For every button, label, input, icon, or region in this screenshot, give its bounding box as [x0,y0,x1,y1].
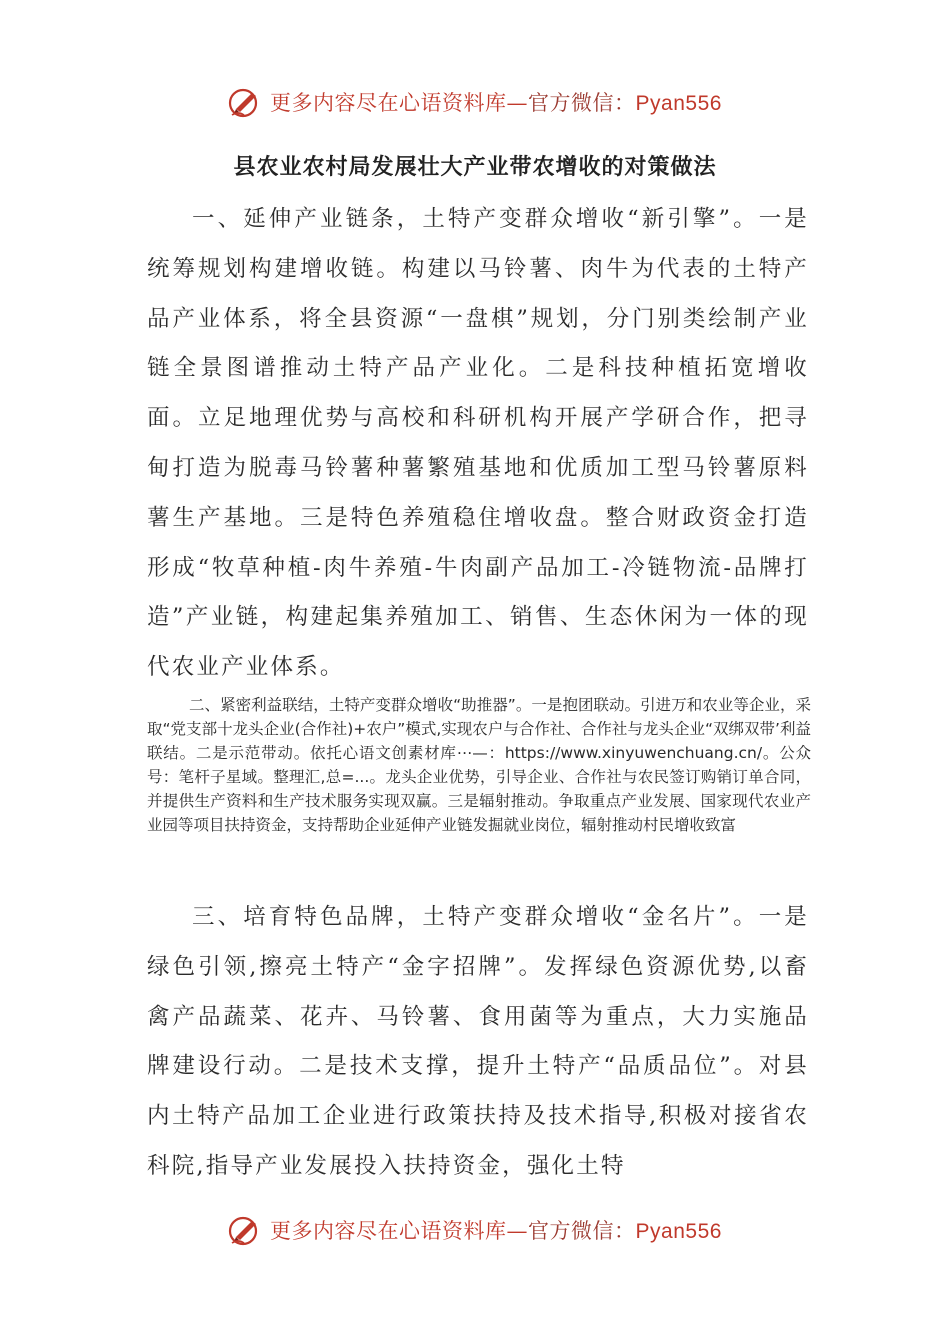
banner-separator: — [506,1219,529,1243]
footer-banner [0,1210,950,1250]
banner-text [270,87,722,117]
document-title: 县农业农村局发展壮大产业带农增收的对策做法 [233,155,717,180]
banner-wechat-id: Pyan556 [635,92,722,115]
banner-main: 更多内容尽在心语资料库 [270,91,507,115]
paragraph-2: 二、紧密利益联结，土特产变群众增收“助推器”。一是抱团联动。引进万和农业等企业，采取“党支部十龙头企业(合作社)+农户”模式,实现农户与合作社、合作社与龙头企业“双绑双带’利益联结。二是示范带动。依托心语文创素材库⋯—：https://www.xinyuwenchuang.cn/。公众号：笔杆子星域。整理汇,总=...。龙头企业优势，引导企业、合作社与农民签订购销订单合同，并提供生产资料和生产技术服务实现双赢。三是辐射推动。争取重点产业发展、国家现代农业产业园等项目扶持资金，支持帮助企业延伸产业链发掘就业岗位，辐射推动村民增收致富 [147,696,811,835]
pen-logo-icon [228,85,262,119]
banner-wechat-label: 官方微信： [528,1219,636,1243]
banner-separator: — [506,91,529,115]
banner-main: 更多内容尽在心语资料库 [270,1219,507,1243]
banner-text [270,1215,722,1245]
paragraph-3: 三、培育特色品牌，土特产变群众增收“金名片”。一是绿色引领,擦亮土特产“金字招牌”。发挥绿色资源优势,以畜禽产品蔬菜、花卉、马铃薯、食用菌等为重点，大力实施品牌建设行动。二是技术支撑，提升土特产“品质品位”。对县内土特产品加工企业进行政策扶持及技术指导,积极对接省农科院,指导产业发展投入扶持资金，强化土特 [147,904,809,1179]
banner-wechat-label: 官方微信： [528,91,636,115]
paragraph-1: 一、延伸产业链条，土特产变群众增收“新引擎”。一是统筹规划构建增收链。构建以马铃薯、肉牛为代表的土特产品产业体系，将全县资源“一盘棋”规划，分门别类绘制产业链全景图谱推动土特产品产业化。二是科技种植拓宽增收面。立足地理优势与高校和科研机构开展产学研合作，把寻甸打造为脱毒马铃薯种薯繁殖基地和优质加工型马铃薯原料薯生产基地。三是特色养殖稳住增收盘。整合财政资金打造形成“牧草种植-肉牛养殖-牛肉副产品加工-冷链物流-品牌打造”产业链，构建起集养殖加工、销售、生态休闲为一体的现代农业产业体系。 [147,206,809,681]
banner-wechat-id: Pyan556 [635,1220,722,1243]
header-banner [0,82,950,122]
pen-logo-icon [228,1213,262,1247]
